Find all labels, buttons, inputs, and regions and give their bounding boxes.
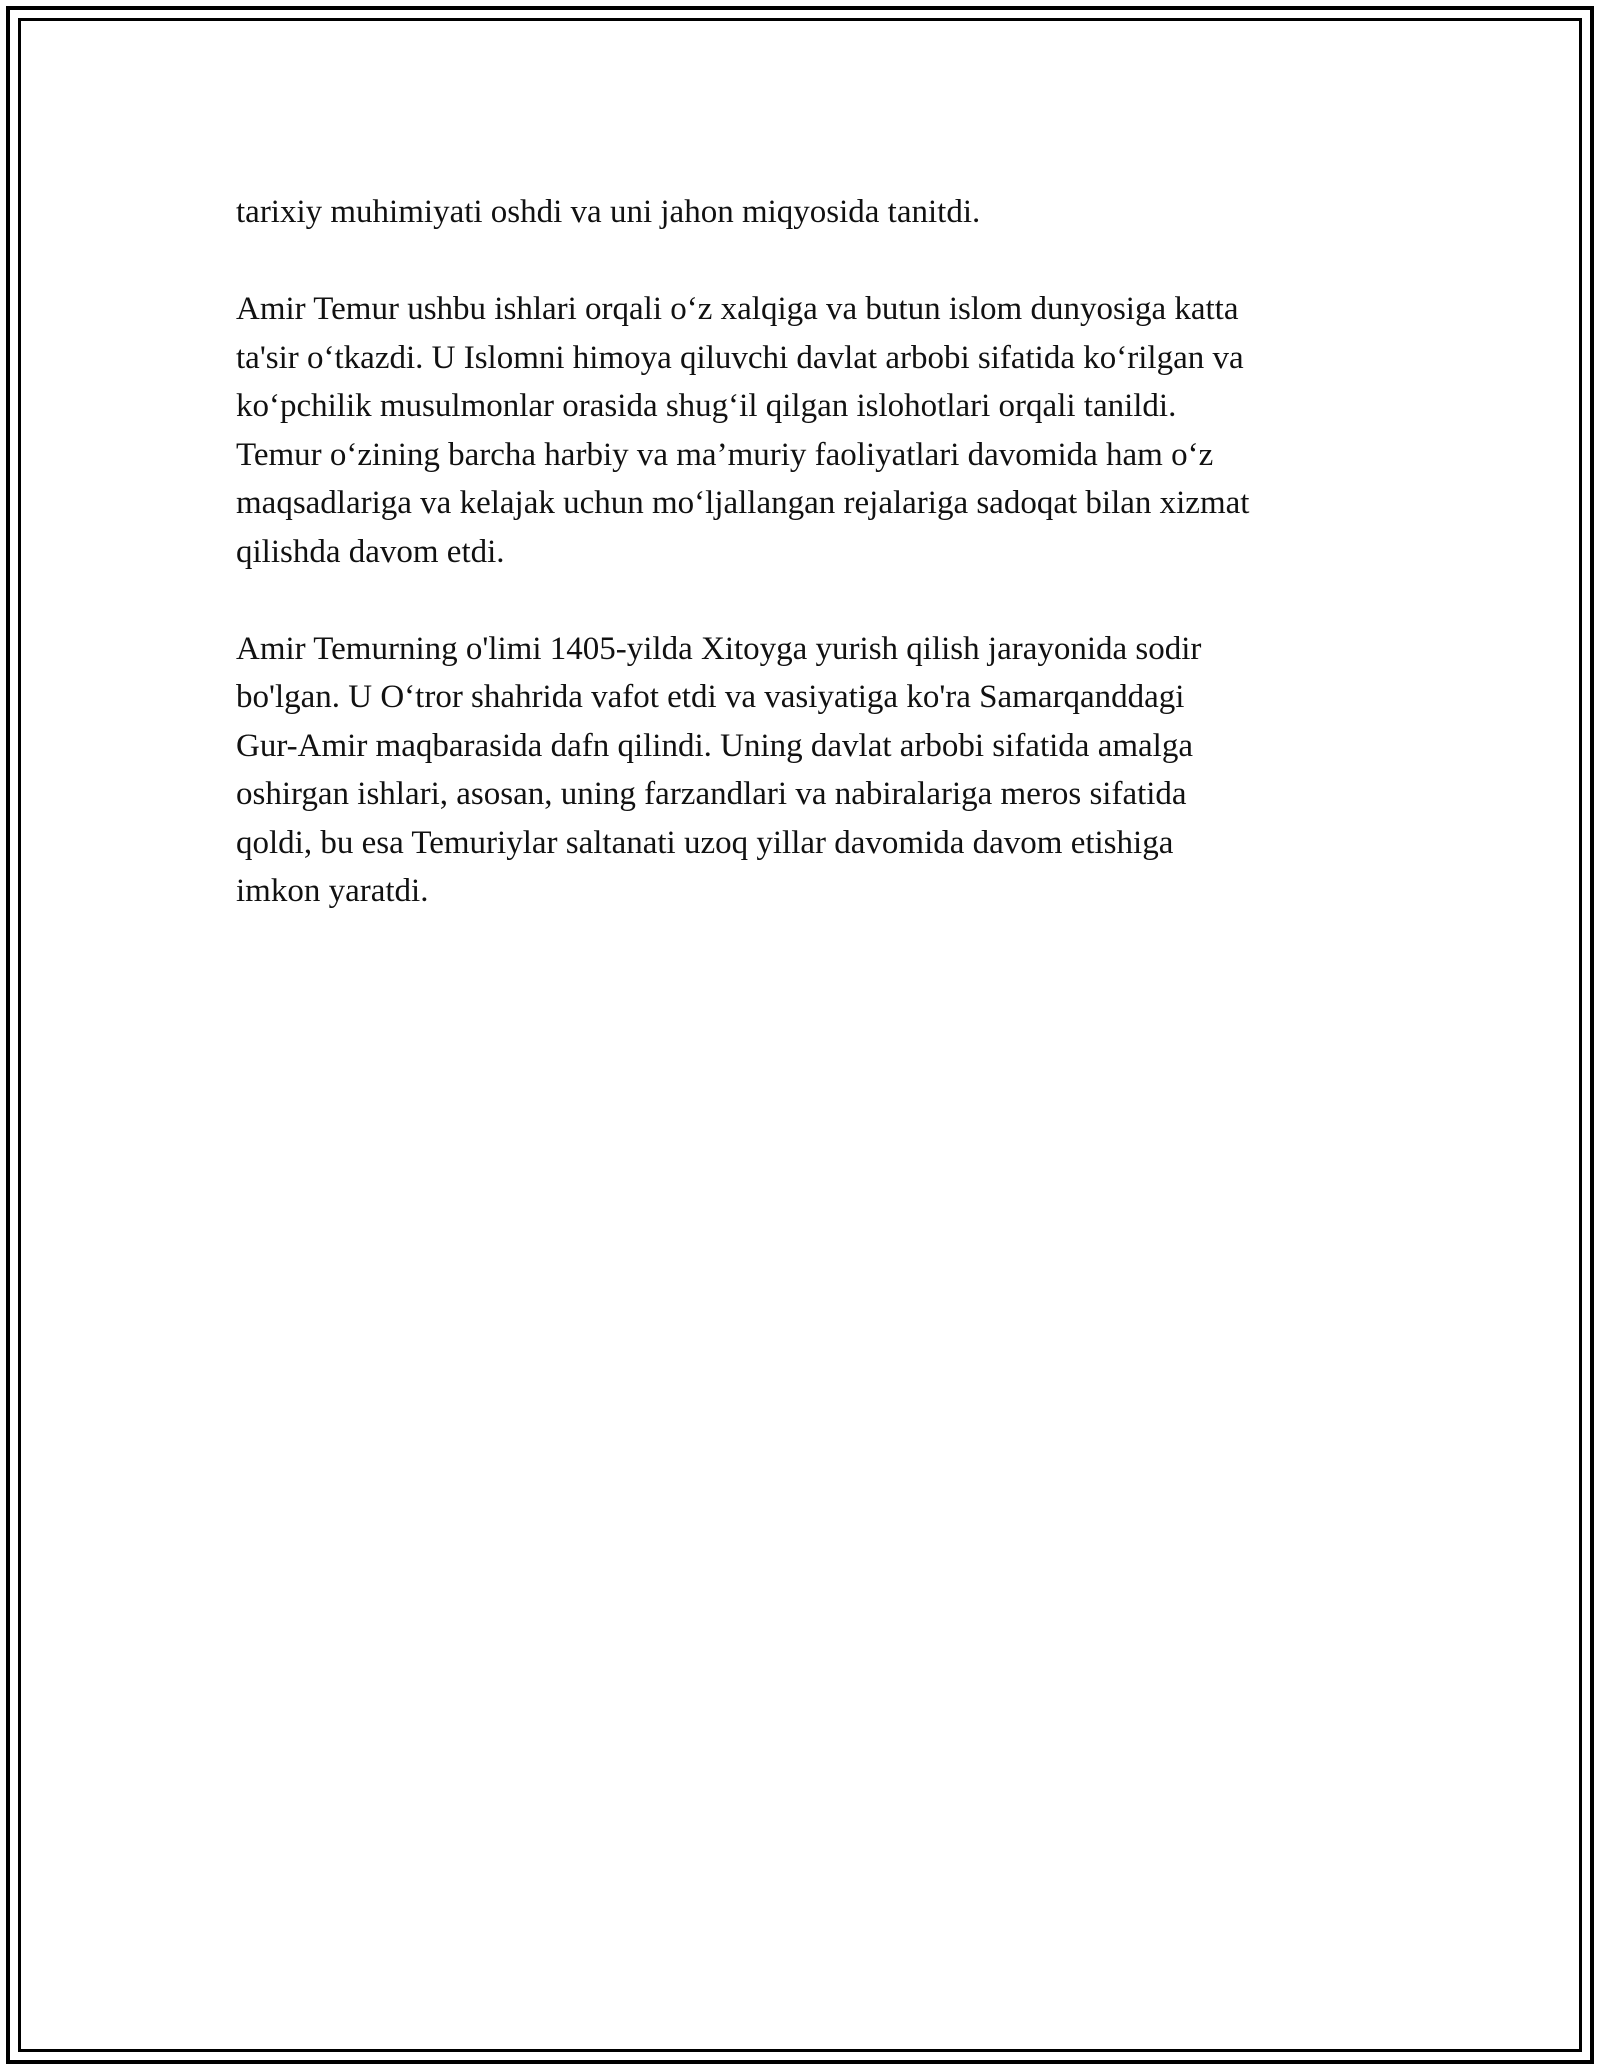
text-line: maqsadlariga va kelajak uchun mo‘ljallangan rejalariga sadoqat bilan xizmat: [236, 485, 1250, 521]
text-line: imkon yaratdi.: [236, 873, 429, 909]
text-line: tarixiy muhimiyati oshdi va uni jahon miqyosida tanitdi.: [236, 194, 981, 230]
document-body: [236, 188, 1416, 964]
paragraph-3: [236, 625, 1416, 916]
paragraph-2: [236, 285, 1416, 576]
text-line: ko‘pchilik musulmonlar orasida shug‘il qilgan islohotlari orqali tanildi.: [236, 388, 1177, 424]
text-line: ta'sir o‘tkazdi. U Islomni himoya qiluvchi davlat arbobi sifatida ko‘rilgan va: [236, 339, 1244, 376]
text-line: Temur o‘zining barcha harbiy va ma’muriy faoliyatlari davomida ham o‘z: [236, 436, 1214, 473]
text-line: Amir Temur ushbu ishlari orqali o‘z xalqiga va butun islom dunyosiga katta: [236, 291, 1239, 327]
text-line: oshirgan ishlari, asosan, uning farzandlari va nabiralariga meros sifatida: [236, 776, 1187, 812]
text-line: Gur-Amir maqbarasida dafn qilindi. Uning davlat arbobi sifatida amalga: [236, 727, 1193, 764]
text-line: Amir Temurning o'limi 1405-yilda Xitoyga yurish qilish jarayonida sodir: [236, 630, 1202, 667]
text-line: qilishda davom etdi.: [236, 533, 505, 570]
text-line: qoldi, bu esa Temuriylar saltanati uzoq yillar davomida davom etishiga: [236, 824, 1174, 861]
paragraph-1: [236, 188, 1416, 237]
text-line: bo'lgan. U O‘tror shahrida vafot etdi va vasiyatiga ko'ra Samarqanddagi: [236, 679, 1185, 715]
